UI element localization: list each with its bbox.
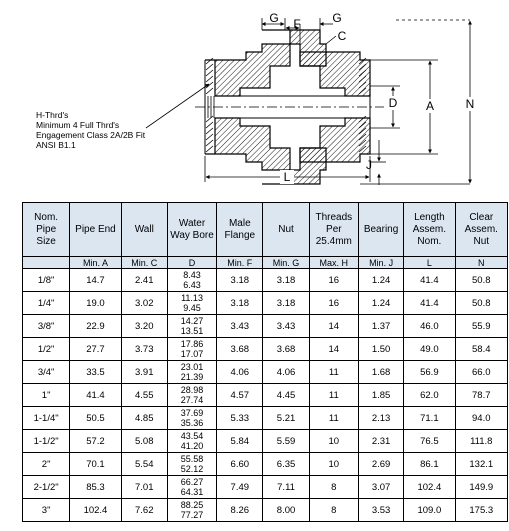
cell-size: 2-1/2"	[23, 476, 70, 499]
table-row	[23, 315, 508, 338]
cell-a: 41.4	[70, 384, 121, 407]
cell-d-value: 41.20	[180, 441, 204, 451]
column-header-text: 25.4mm	[315, 235, 352, 247]
column-header	[70, 203, 121, 257]
cell-d	[167, 384, 216, 407]
cell-l: 76.5	[404, 430, 455, 453]
thread-callout	[36, 84, 209, 150]
cell-n: 94.0	[455, 407, 507, 430]
cell-d	[167, 407, 216, 430]
cell-g: 3.18	[263, 292, 309, 315]
cell-d-value: 14.27	[180, 316, 204, 326]
cell-j: 1.85	[358, 384, 403, 407]
cell-j: 2.69	[358, 453, 403, 476]
cell-n: 132.1	[455, 453, 507, 476]
cell-g: 4.06	[263, 361, 309, 384]
cell-d-value: 6.43	[183, 280, 201, 290]
cell-c: 3.20	[121, 315, 167, 338]
column-header-text: Male	[228, 217, 251, 229]
cell-l: 49.0	[404, 338, 455, 361]
dim-label-c: C	[337, 29, 347, 43]
column-header-text: Pipe End	[75, 223, 116, 235]
cell-j: 2.31	[358, 430, 403, 453]
table-header-row	[23, 203, 508, 257]
column-header-text: Flange	[224, 229, 256, 241]
cell-l: 109.0	[404, 499, 455, 522]
column-header	[404, 203, 455, 257]
dim-label-n: N	[465, 97, 475, 111]
column-subheader: Min. A	[70, 257, 121, 269]
table-row	[23, 407, 508, 430]
cell-a: 19.0	[70, 292, 121, 315]
cell-d	[167, 269, 216, 292]
column-header-text: Length	[414, 211, 445, 223]
cell-d-value: 88.25	[180, 500, 204, 510]
cell-f: 3.18	[217, 269, 263, 292]
cell-d-value: 35.36	[180, 418, 204, 428]
cell-c: 4.55	[121, 384, 167, 407]
cell-g: 3.18	[263, 269, 309, 292]
column-header-text: Assem.	[464, 223, 498, 235]
cell-h: 10	[309, 453, 358, 476]
table-row	[23, 361, 508, 384]
cell-d-value: 43.54	[180, 431, 204, 441]
cell-h: 11	[309, 361, 358, 384]
cell-n: 58.4	[455, 338, 507, 361]
cell-l: 46.0	[404, 315, 455, 338]
cell-f: 3.68	[217, 338, 263, 361]
cell-d	[167, 338, 216, 361]
cell-a: 33.5	[70, 361, 121, 384]
column-subheader: N	[455, 257, 507, 269]
cell-l: 62.0	[404, 384, 455, 407]
cell-d-value: 23.01	[180, 362, 204, 372]
cell-c: 3.91	[121, 361, 167, 384]
column-subheader: Max. H	[309, 257, 358, 269]
cell-c: 3.73	[121, 338, 167, 361]
cell-d	[167, 499, 216, 522]
cell-h: 8	[309, 476, 358, 499]
cell-c: 5.08	[121, 430, 167, 453]
column-header	[358, 203, 403, 257]
cell-size: 1/4"	[23, 292, 70, 315]
union-fitting-drawing	[0, 0, 509, 196]
cell-c: 7.62	[121, 499, 167, 522]
cell-f: 3.43	[217, 315, 263, 338]
cell-a: 14.7	[70, 269, 121, 292]
cell-size: 1-1/4"	[23, 407, 70, 430]
cell-d-value: 8.43	[183, 270, 201, 280]
column-header-text: Size	[36, 235, 56, 247]
cell-n: 50.8	[455, 292, 507, 315]
column-subheader	[23, 257, 70, 269]
column-header-text: Nom.	[34, 211, 59, 223]
column-subheader: Min. J	[358, 257, 403, 269]
cell-l: 71.1	[404, 407, 455, 430]
cell-a: 102.4	[70, 499, 121, 522]
column-header-text: Per	[326, 223, 342, 235]
column-header	[309, 203, 358, 257]
cell-d	[167, 476, 216, 499]
cell-d	[167, 430, 216, 453]
cell-f: 4.06	[217, 361, 263, 384]
column-subheader: L	[404, 257, 455, 269]
cell-d-value: 27.74	[180, 395, 204, 405]
cell-d	[167, 453, 216, 476]
callout-line-3: Engagement Class 2A/2B Fit	[36, 130, 146, 140]
cell-a: 85.3	[70, 476, 121, 499]
cell-g: 7.11	[263, 476, 309, 499]
cell-a: 27.7	[70, 338, 121, 361]
cell-n: 149.9	[455, 476, 507, 499]
cell-n: 66.0	[455, 361, 507, 384]
cell-d	[167, 292, 216, 315]
cell-g: 5.59	[263, 430, 309, 453]
cell-g: 8.00	[263, 499, 309, 522]
cell-d-value: 28.98	[180, 385, 204, 395]
cell-j: 3.53	[358, 499, 403, 522]
cell-size: 3"	[23, 499, 70, 522]
cell-a: 22.9	[70, 315, 121, 338]
cell-c: 2.41	[121, 269, 167, 292]
table-row	[23, 269, 508, 292]
callout-line-4: ANSI B1.1	[36, 140, 76, 150]
table-subheader-row	[23, 257, 508, 269]
column-header-text: Nom.	[417, 235, 442, 247]
dim-label-j: J	[366, 158, 372, 172]
cell-j: 3.07	[358, 476, 403, 499]
cell-h: 10	[309, 430, 358, 453]
column-header-text: Assem.	[412, 223, 447, 235]
cell-g: 4.45	[263, 384, 309, 407]
column-header-text: Way Bore	[170, 229, 214, 241]
table-body	[23, 269, 508, 522]
cell-l: 56.9	[404, 361, 455, 384]
dim-label-a: A	[425, 99, 435, 113]
cell-size: 3/4"	[23, 361, 70, 384]
cell-g: 3.68	[263, 338, 309, 361]
table-row	[23, 384, 508, 407]
column-header-text: Threads	[315, 211, 353, 223]
cell-d-value: 17.86	[180, 339, 204, 349]
table-row	[23, 453, 508, 476]
cell-d-value: 17.07	[180, 349, 204, 359]
cell-a: 70.1	[70, 453, 121, 476]
cell-f: 7.49	[217, 476, 263, 499]
cell-c: 7.01	[121, 476, 167, 499]
dimensions-table	[22, 202, 508, 522]
cell-h: 11	[309, 407, 358, 430]
cell-d-value: 37.69	[180, 408, 204, 418]
cell-n: 175.3	[455, 499, 507, 522]
cell-l: 41.4	[404, 292, 455, 315]
cell-f: 4.57	[217, 384, 263, 407]
cell-d-value: 13.51	[180, 326, 204, 336]
cell-f: 3.18	[217, 292, 263, 315]
cell-d-value: 11.13	[181, 293, 203, 303]
cell-j: 1.50	[358, 338, 403, 361]
cell-d-value: 9.45	[183, 303, 201, 313]
cell-j: 1.68	[358, 361, 403, 384]
callout-line-2: Minimum 4 Full Thrd's	[36, 120, 120, 130]
cell-size: 1-1/2"	[23, 430, 70, 453]
column-header	[455, 203, 507, 257]
column-header	[167, 203, 216, 257]
cell-n: 50.8	[455, 269, 507, 292]
dim-label-d: D	[388, 96, 398, 110]
cell-c: 3.02	[121, 292, 167, 315]
dim-label-g-left: G	[269, 11, 279, 25]
cell-size: 2"	[23, 453, 70, 476]
right-dimensions	[360, 20, 470, 184]
dim-label-f: F	[293, 17, 301, 31]
column-subheader: Min. F	[217, 257, 263, 269]
table-row	[23, 476, 508, 499]
cell-h: 16	[309, 292, 358, 315]
cell-h: 16	[309, 269, 358, 292]
cell-d-value: 64.31	[180, 487, 204, 497]
cell-d-value: 77.27	[180, 510, 204, 520]
cell-l: 86.1	[404, 453, 455, 476]
cell-n: 78.7	[455, 384, 507, 407]
cell-g: 6.35	[263, 453, 309, 476]
column-header-text: Bearing	[363, 223, 399, 235]
cell-d	[167, 361, 216, 384]
cell-c: 4.85	[121, 407, 167, 430]
cell-h: 8	[309, 499, 358, 522]
column-header-text: Wall	[134, 223, 154, 235]
column-subheader: D	[167, 257, 216, 269]
cell-f: 5.33	[217, 407, 263, 430]
cell-f: 6.60	[217, 453, 263, 476]
column-header	[263, 203, 309, 257]
column-header-text: Nut	[473, 235, 490, 247]
column-header-text: Water	[178, 217, 206, 229]
column-header	[23, 203, 70, 257]
column-header-text: Pipe	[36, 223, 57, 235]
column-subheader: Min. G	[263, 257, 309, 269]
table-row	[23, 292, 508, 315]
column-header-text: Nut	[278, 223, 294, 235]
cell-h: 14	[309, 315, 358, 338]
dim-label-l: L	[283, 170, 291, 184]
column-subheader: Min. C	[121, 257, 167, 269]
cell-j: 1.24	[358, 292, 403, 315]
cell-g: 5.21	[263, 407, 309, 430]
cell-l: 41.4	[404, 269, 455, 292]
cell-c: 5.54	[121, 453, 167, 476]
cell-f: 5.84	[217, 430, 263, 453]
cell-a: 57.2	[70, 430, 121, 453]
dim-label-g-right: G	[332, 11, 342, 25]
j-dimension	[370, 140, 386, 185]
cell-j: 2.13	[358, 407, 403, 430]
callout-line-1: H-Thrd's	[36, 110, 69, 120]
column-header	[217, 203, 263, 257]
column-header	[121, 203, 167, 257]
cell-d	[167, 315, 216, 338]
cell-n: 55.9	[455, 315, 507, 338]
cell-d-value: 66.27	[180, 477, 204, 487]
cell-l: 102.4	[404, 476, 455, 499]
cell-g: 3.43	[263, 315, 309, 338]
table-row	[23, 430, 508, 453]
cell-h: 14	[309, 338, 358, 361]
cell-d-value: 52.12	[180, 464, 204, 474]
cell-size: 1"	[23, 384, 70, 407]
table-row	[23, 338, 508, 361]
cell-size: 1/2"	[23, 338, 70, 361]
column-header-text: Clear	[469, 211, 494, 223]
cell-a: 50.5	[70, 407, 121, 430]
cell-size: 3/8"	[23, 315, 70, 338]
cell-d-value: 55.58	[180, 454, 204, 464]
cell-h: 11	[309, 384, 358, 407]
cell-n: 111.8	[455, 430, 507, 453]
cell-size: 1/8"	[23, 269, 70, 292]
cell-j: 1.37	[358, 315, 403, 338]
cell-f: 8.26	[217, 499, 263, 522]
table-row	[23, 499, 508, 522]
cell-j: 1.24	[358, 269, 403, 292]
cell-d-value: 21.39	[180, 372, 204, 382]
